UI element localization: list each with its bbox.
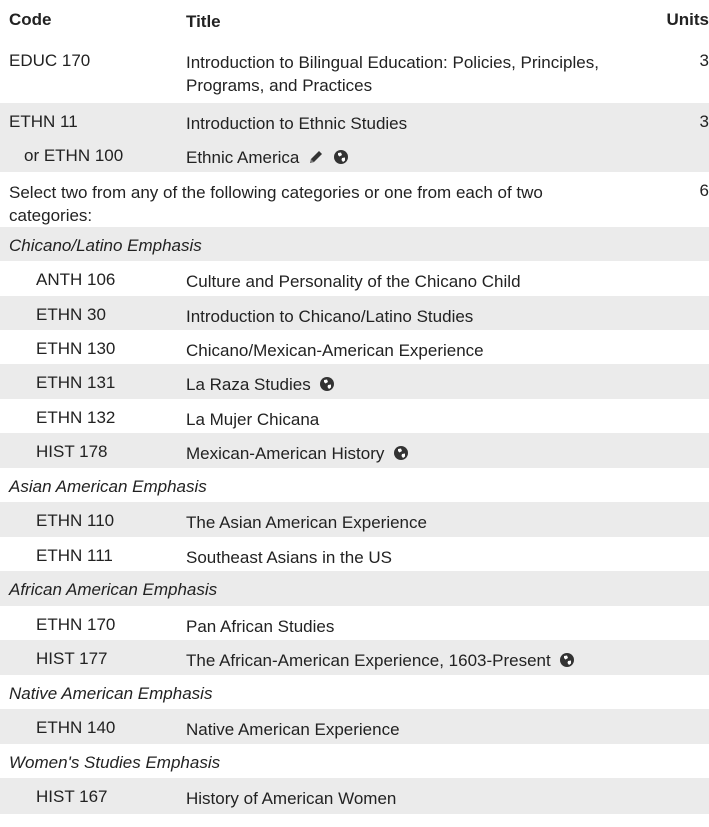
course-units: 3 [699, 51, 709, 70]
table-row [0, 537, 709, 571]
course-title: Culture and Personality of the Chicano Child [186, 272, 521, 291]
course-title-group [186, 146, 349, 171]
course-code: ETHN 110 [36, 511, 115, 530]
globe-icon [559, 651, 575, 674]
table-header [0, 0, 709, 42]
category-label: Native American Emphasis [9, 684, 213, 703]
table-row-alternative [0, 137, 709, 172]
course-title: Introduction to Ethnic Studies [186, 114, 408, 133]
table-row [0, 502, 709, 537]
course-title-group [186, 373, 335, 398]
course-title: La Mujer Chicana [186, 410, 320, 429]
course-title: Introduction to Bilingual Education: Policies, Principles, Programs, and Practices [186, 53, 599, 95]
category-header [0, 468, 709, 502]
course-code: HIST 167 [36, 787, 108, 806]
course-title: Chicano/Mexican-American Experience [186, 341, 484, 360]
course-code: or ETHN 100 [24, 146, 124, 165]
table-row [0, 103, 709, 137]
table-row [0, 433, 709, 468]
course-code: HIST 177 [36, 649, 108, 668]
table-row [0, 640, 709, 675]
category-label: Chicano/Latino Emphasis [9, 236, 202, 255]
select-note-row [0, 172, 709, 227]
course-code: ETHN 111 [36, 546, 113, 565]
course-title: Pan African Studies [186, 617, 335, 636]
course-title: Southeast Asians in the US [186, 548, 393, 567]
category-header [0, 675, 709, 709]
course-code: ETHN 131 [36, 373, 116, 392]
course-title: Ethnic America [186, 148, 300, 167]
category-label: Asian American Emphasis [9, 477, 207, 496]
course-code: ETHN 132 [36, 408, 116, 427]
course-title: La Raza Studies [186, 375, 311, 394]
course-title: Native American Experience [186, 720, 400, 739]
table-row [0, 364, 709, 399]
category-label: Women's Studies Emphasis [9, 753, 221, 772]
course-code: ETHN 140 [36, 718, 116, 737]
pencil-icon [308, 148, 324, 171]
category-header [0, 227, 709, 261]
header-title: Title [186, 12, 221, 31]
course-title-group [186, 649, 575, 674]
globe-icon [319, 375, 335, 398]
table-row [0, 330, 709, 364]
course-title: Mexican-American History [186, 444, 385, 463]
course-title: The Asian American Experience [186, 513, 427, 532]
table-row [0, 296, 709, 330]
header-units: Units [666, 10, 709, 29]
header-code: Code [9, 10, 52, 29]
table-row [0, 778, 709, 814]
select-note: Select two from any of the following categories or one from each of two categories: [9, 183, 543, 225]
course-code: ETHN 11 [9, 112, 78, 131]
course-code: ETHN 130 [36, 339, 116, 358]
course-units: 6 [699, 181, 709, 200]
course-title: History of American Women [186, 789, 397, 808]
course-units: 3 [699, 112, 709, 131]
table-row [0, 606, 709, 640]
course-title: The African-American Experience, 1603-Present [186, 651, 551, 670]
course-title: Introduction to Chicano/Latino Studies [186, 307, 474, 326]
table-row [0, 261, 709, 296]
course-code: ETHN 170 [36, 615, 116, 634]
globe-icon [333, 148, 349, 171]
category-header [0, 571, 709, 606]
category-label: African American Emphasis [9, 580, 218, 599]
course-title-group [186, 442, 409, 467]
category-header [0, 744, 709, 778]
course-code: HIST 178 [36, 442, 108, 461]
course-code: ANTH 106 [36, 270, 116, 289]
course-code: EDUC 170 [9, 51, 91, 70]
table-row [0, 399, 709, 433]
table-row [0, 709, 709, 744]
globe-icon [393, 444, 409, 467]
table-row [0, 42, 709, 103]
course-code: ETHN 30 [36, 305, 106, 324]
